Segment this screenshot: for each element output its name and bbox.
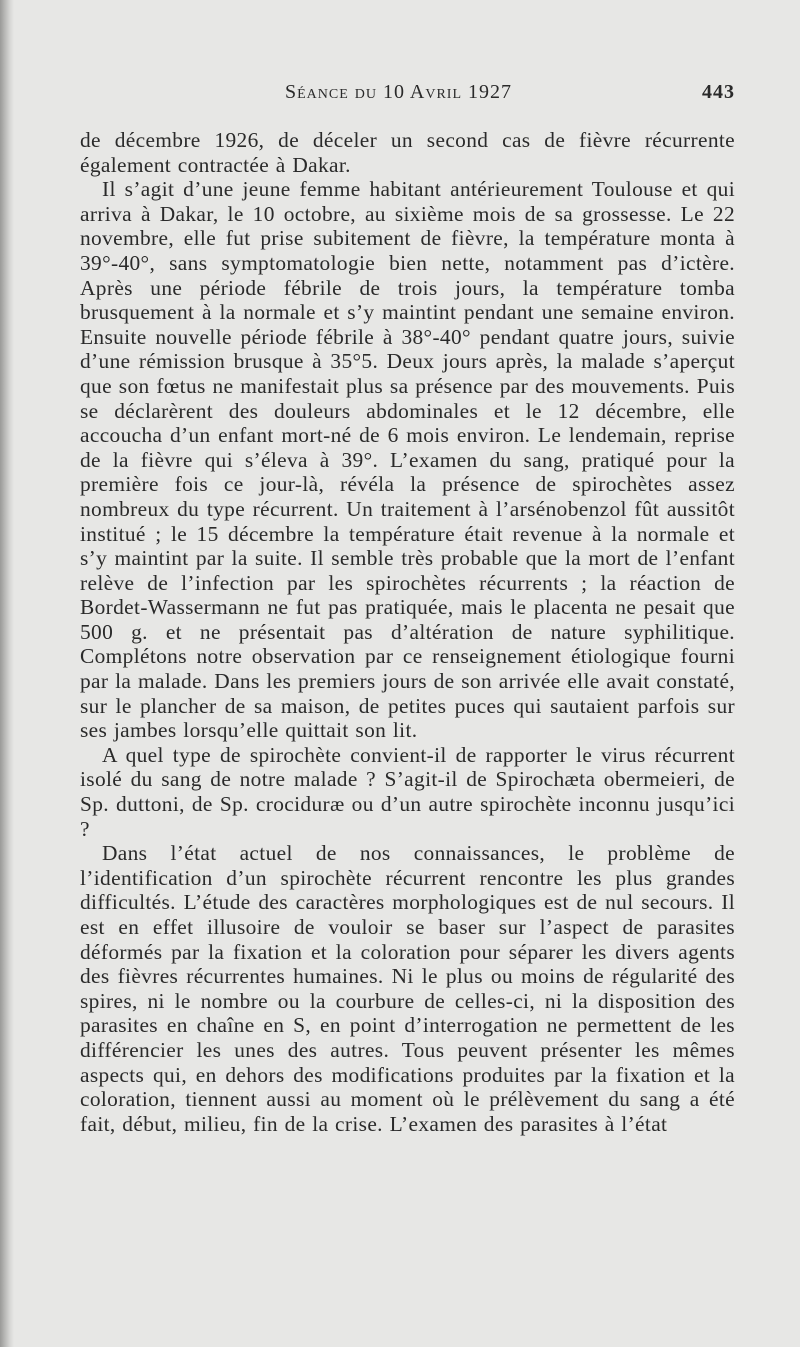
body-text: [80, 128, 735, 1136]
paragraph-1: de décembre 1926, de déceler un second cas de fièvre récurrente également contractée à Dakar.: [80, 128, 735, 177]
running-header: [80, 81, 735, 109]
paragraph-4: Dans l’état actuel de nos connaissances, le problème de l’identification d’un spirochète récurrent rencontre les plus grandes difficultés. L’étude des caractères morphologiques est de nul secours. Il est en effet illusoire de vouloir se baser sur l’aspect de parasites déformés par la fixation et la coloration pour séparer les divers agents des fièvres récurrentes humaines. Ni le plus ou moins de régularité des spires, ni le nombre ou la courbure de celles-ci, ni la disposition des parasites en chaîne en S, en point d’interrogation ne permettent de les différencier les unes des autres. Tous peuvent présenter les mêmes aspects qui, en dehors des modifications produites par la fixation et la coloration, tiennent aussi au moment où le prélèvement du sang a été fait, début, milieu, fin de la crise. L’examen des parasites à l’état: [80, 841, 735, 1136]
paragraph-3: A quel type de spirochète convient-il de rapporter le virus récurrent isolé du sang de notre malade ? S’agit-il de Spirochæta obermeieri, de Sp. duttoni, de Sp. crociduræ ou d’un autre spirochète inconnu jusqu’ici ?: [80, 742, 735, 841]
page-binding-shadow: [0, 0, 14, 1347]
running-title: Séance du 10 Avril 1927: [285, 81, 513, 103]
paragraph-2: Il s’agit d’une jeune femme habitant antérieurement Toulouse et qui arriva à Dakar, le 10 octobre, au sixième mois de sa grossesse. Le 22 novembre, elle fut prise subitement de fièvre, la température monta à 39°-40°, sans symptomatologie bien nette, notamment pas d’ictère. Après une période fébrile de trois jours, la température tomba brusquement à la normale et s’y maintint pendant une semaine environ. Ensuite nouvelle période fébrile à 38°-40° pendant quatre jours, suivie d’une rémission brusque à 35°5. Deux jours après, la malade s’aperçut que son fœtus ne manifestait plus sa présence par des mouvements. Puis se déclarèrent des douleurs abdominales et le 12 décembre, elle accoucha d’un enfant mort-né de 6 mois environ. Le lendemain, reprise de la fièvre qui s’éleva à 39°. L’examen du sang, pratiqué pour la première fois ce jour-là, révéla la présence de spirochètes assez nombreux du type récurrent. Un traitement à l’arsénobenzol fût aussitôt institué ; le 15 décembre la température était revenue à la normale et s’y maintint par la suite. Il semble très probable que la mort de l’enfant relève de l’infection par les spirochètes récurrents ; la réaction de Bordet-Wassermann ne fut pas pratiquée, mais le placenta ne pesait que 500 g. et ne présentait pas d’altération de nature syphilitique. Complétons notre observation par ce renseignement étiologique fourni par la malade. Dans les premiers jours de son arrivée elle avait constaté, sur le plancher de sa maison, de petites puces qui sautaient parfois sur ses jambes lorsqu’elle quittait son lit.: [80, 177, 735, 743]
page-number: 443: [702, 81, 735, 103]
